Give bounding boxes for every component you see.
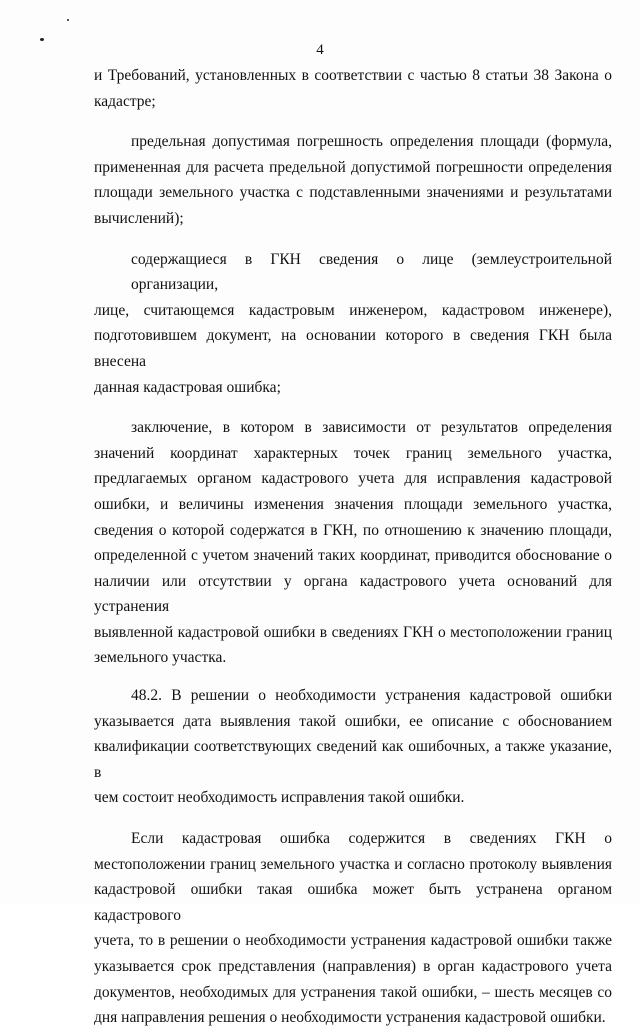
- text-line: наличии или отсутствии у органа кадастрового учета оснований для устранения: [94, 572, 612, 616]
- text-line: указывается дата выявления такой ошибки, ее описание с обоснованием: [94, 712, 612, 730]
- text-line: кадастровой ошибки такая ошибка может быть устранена органом кадастрового: [94, 881, 612, 924]
- text-line: вычислений);: [94, 209, 184, 227]
- text-line: учета, то в решении о необходимости устранения кадастровой ошибки также: [94, 932, 612, 950]
- text-line: лице, считающемся кадастровым инженером, кадастровом инженере),: [94, 301, 612, 319]
- paragraph-conclusion: [94, 415, 612, 671]
- text-line: примененная для расчета предельной допустимой погрешности определения: [94, 158, 612, 176]
- text-line: предлагаемых органом кадастрового учета для исправления кадастровой: [94, 470, 612, 488]
- text-line: данная кадастровая ошибка;: [94, 378, 281, 396]
- paragraph-48-2: [94, 683, 612, 811]
- text-line: и Требований, установленных в соответствии с частью 8 статьи 38 Закона о: [94, 67, 612, 84]
- text-line: выявленной кадастровой ошибки в сведениях ГКН о местоположении границ: [94, 623, 612, 641]
- text-line: дня направления решения о необходимости устранения кадастровой ошибки.: [94, 1009, 606, 1027]
- text-line: предельная допустимая погрешность определения площади (формула,: [131, 133, 612, 151]
- text-line: ошибки, и величины изменения значения площади земельного участка,: [94, 495, 612, 513]
- text-line: чем состоит необходимость исправления такой ошибки.: [94, 789, 465, 807]
- document-body: [94, 63, 612, 1031]
- text-line: 48.2. В решении о необходимости устранения кадастровой ошибки: [131, 687, 612, 705]
- text-line: подготовившем документ, на основании которого в сведения ГКН была внесена: [94, 327, 612, 370]
- page-number: 4: [316, 42, 324, 58]
- text-line: заключение, в котором в зависимости от результатов определения: [131, 419, 612, 437]
- text-line: указывается срок представления (направления) в орган кадастрового учета: [94, 958, 612, 975]
- paragraph-responsible-person: [94, 247, 612, 401]
- text-line: определенной с учетом значений таких координат, приводится обоснование о: [94, 547, 612, 565]
- text-line: земельного участка.: [94, 649, 227, 667]
- text-line: сведения о которой содержатся в ГКН, по отношению к значению площади,: [94, 521, 612, 539]
- paragraph-correction-deadline: [94, 826, 612, 1031]
- text-line: содержащиеся в ГКН сведения о лице (землеустроительной организации,: [131, 250, 612, 294]
- paragraph-requirements-continuation: [94, 63, 612, 114]
- text-line: документов, необходимых для устранения такой ошибки, – шесть месяцев со: [94, 983, 612, 1001]
- text-line: Если кадастровая ошибка содержится в сведениях ГКН о: [131, 830, 612, 848]
- paragraph-area-error: [94, 129, 612, 231]
- text-line: квалификации соответствующих сведений как ошибочных, а также указание, в: [94, 738, 612, 781]
- text-line: площади земельного участка с подставленными значениями и результатами: [94, 184, 612, 202]
- text-line: местоположении границ земельного участка и согласно протоколу выявления: [94, 855, 612, 873]
- text-line: кадастре;: [94, 92, 156, 110]
- text-line: значений координат характерных точек границ земельного участка,: [94, 444, 612, 462]
- scan-speck: [67, 19, 69, 21]
